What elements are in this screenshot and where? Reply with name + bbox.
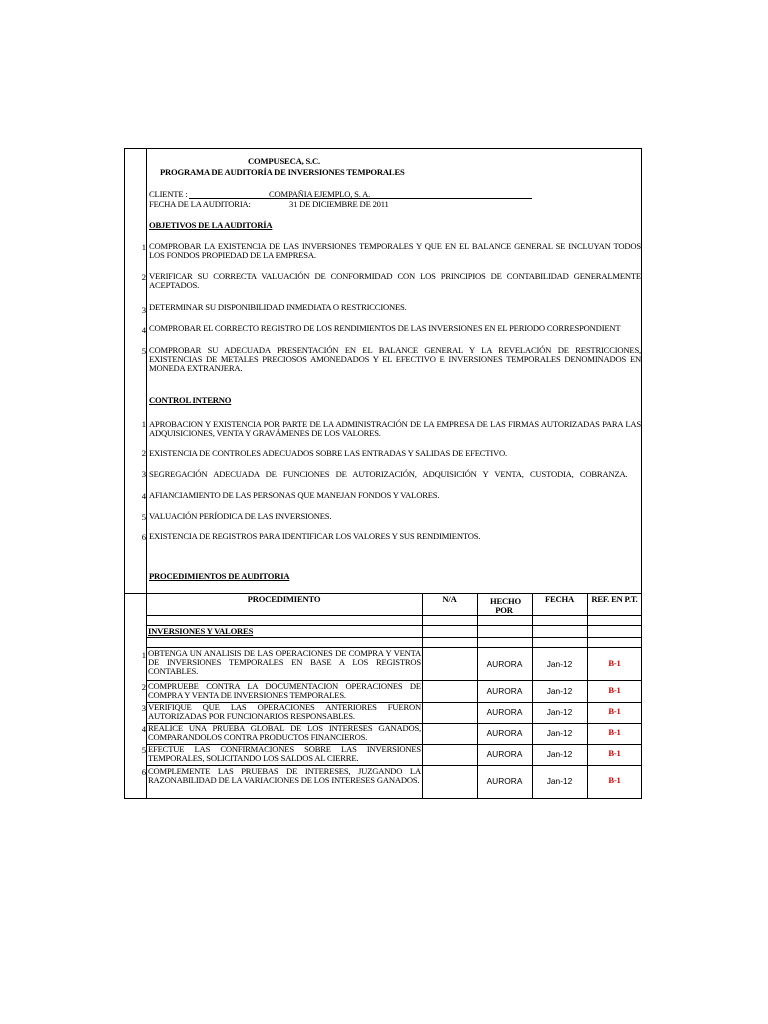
procedure-text: VERIFIQUE QUE LAS OPERACIONES ANTERIORES FUERON AUTORIZADAS POR FUNCIONARIOS RESPONSABLES. xyxy=(148,702,421,721)
control-item: APROBACION Y EXISTENCIA POR PARTE DE LA ADMINISTRACIÓN DE LA EMPRESA DE LAS FIRMAS AUTORIZADAS PARA LAS ADQUISICIONES, VENTA Y GRAVÁMENES DE LOS VALORES. xyxy=(149,419,641,438)
table-row-line xyxy=(146,637,642,638)
control-item: SEGREGACIÓN ADECUADA DE FUNCIONES DE AUTORIZACIÓN, ADQUISICIÓN Y VENTA, CUSTODIA, COBRANZA. xyxy=(149,469,628,479)
objective-number: 4 xyxy=(141,325,146,335)
procedures-heading: PROCEDIMIENTOS DE AUDITORIA xyxy=(149,571,290,581)
procedure-date: Jan-12 xyxy=(546,686,573,696)
column-header-done-by: HECHO POR xyxy=(490,596,521,615)
procedure-ref: B-1 xyxy=(608,748,621,758)
procedure-number: 2 xyxy=(141,682,146,692)
procedure-ref: B-1 xyxy=(608,706,621,716)
table-col-line xyxy=(422,593,423,799)
objective-number: 2 xyxy=(141,272,146,282)
procedure-text: EFECTUE LAS CONFIRMACIONES SOBRE LAS INVERSIONES TEMPORALES, SOLICITANDO LOS SALDOS AL CIERRE. xyxy=(148,744,421,763)
procedure-done-by: AURORA xyxy=(486,686,523,696)
objective-item: COMPROBAR SU ADECUADA PRESENTACIÓN EN EL BALANCE GENERAL Y LA REVELACIÓN DE RESTRICCIONES, EXISTENCIAS DE METALES PRECIOSOS AMONEDADOS Y EL EFECTIVO E INVERSIONES TEMPORALES DENOMINADOS EN MONEDA EXTRANJERA. xyxy=(149,345,641,373)
client-label: CLIENTE : xyxy=(149,189,188,199)
control-number: 5 xyxy=(141,512,146,522)
procedure-date: Jan-12 xyxy=(546,728,573,738)
procedure-ref: B-1 xyxy=(608,775,621,785)
column-header-date: FECHA xyxy=(544,594,575,604)
control-number: 3 xyxy=(141,469,146,479)
procedure-date: Jan-12 xyxy=(546,659,573,669)
control-item: EXISTENCIA DE REGISTROS PARA IDENTIFICAR LOS VALORES Y SUS RENDIMIENTOS. xyxy=(149,531,481,541)
procedure-ref: B-1 xyxy=(608,658,621,668)
program-title: PROGRAMA DE AUDITORÍA DE INVERSIONES TEMPORALES xyxy=(160,167,405,177)
column-header-na: N/A xyxy=(442,594,457,604)
section-title: INVERSIONES Y VALORES xyxy=(148,626,254,636)
table-col-line xyxy=(587,593,588,799)
objective-number: 5 xyxy=(141,346,146,356)
procedure-number: 5 xyxy=(141,745,146,755)
procedure-number: 6 xyxy=(141,767,146,777)
procedure-done-by: AURORA xyxy=(486,707,523,717)
objective-item: DETERMINAR SU DISPONIBILIDAD INMEDIATA O RESTRICCIONES. xyxy=(149,302,407,312)
procedure-text: COMPLEMENTE LAS PRUEBAS DE INTERESES, JUZGANDO LA RAZONABILIDAD DE LA VARIACIONES DE LOS INTERESES GANADOS. xyxy=(148,766,421,785)
table-row-line xyxy=(146,615,642,616)
client-value: COMPAÑIA EJEMPLO, S. A. xyxy=(269,189,371,199)
objective-number: 3 xyxy=(141,305,146,315)
control-number: 6 xyxy=(141,532,146,542)
objective-item: COMPROBAR EL CORRECTO REGISTRO DE LOS RENDIMIENTOS DE LAS INVERSIONES EN EL PERIODO CORRESPONDIENT xyxy=(149,324,621,333)
objectives-heading: OBJETIVOS DE LA AUDITORÍA xyxy=(149,220,273,230)
company-name: COMPUSECA, S.C. xyxy=(248,156,320,166)
procedure-ref: B-1 xyxy=(608,727,621,737)
procedure-done-by: AURORA xyxy=(486,776,523,786)
procedure-ref: B-1 xyxy=(608,685,621,695)
control-number: 1 xyxy=(141,419,146,429)
procedure-date: Jan-12 xyxy=(546,707,573,717)
objective-item: COMPROBAR LA EXISTENCIA DE LAS INVERSIONES TEMPORALES Y QUE EN EL BALANCE GENERAL SE INCLUYAN TODOS LOS FONDOS PROPIEDAD DE LA EMPRESA. xyxy=(149,241,641,260)
table-col-line xyxy=(532,593,533,799)
procedure-number: 4 xyxy=(141,724,146,734)
internal-control-heading: CONTROL INTERNO xyxy=(149,395,232,405)
procedure-done-by: AURORA xyxy=(486,659,523,669)
objective-item: VERIFICAR SU CORRECTA VALUACIÓN DE CONFORMIDAD CON LOS PRINCIPIOS DE CONTABILIDAD GENERALMENTE ACEPTADOS. xyxy=(149,271,641,290)
procedure-number: 3 xyxy=(141,703,146,713)
control-item: EXISTENCIA DE CONTROLES ADECUADOS SOBRE LAS ENTRADAS Y SALIDAS DE EFECTIVO. xyxy=(149,448,507,458)
audit-date-value: 31 DE DICIEMBRE DE 2011 xyxy=(289,199,389,209)
procedure-date: Jan-12 xyxy=(546,749,573,759)
column-header-ref: REF. EN P.T. xyxy=(591,594,638,604)
procedure-done-by: AURORA xyxy=(486,728,523,738)
table-col-line xyxy=(477,593,478,799)
control-number: 4 xyxy=(141,491,146,501)
objective-number: 1 xyxy=(141,242,146,252)
control-item: AFIANCIAMIENTO DE LAS PERSONAS QUE MANEJAN FONDOS Y VALORES. xyxy=(149,490,440,500)
procedure-date: Jan-12 xyxy=(546,776,573,786)
control-number: 2 xyxy=(141,448,146,458)
procedure-number: 1 xyxy=(141,650,146,660)
column-header-procedure: PROCEDIMIENTO xyxy=(247,594,321,604)
audit-date-label: FECHA DE LA AUDITORIA: xyxy=(149,199,251,209)
procedure-text: OBTENGA UN ANALISIS DE LAS OPERACIONES DE COMPRA Y VENTA DE INVERSIONES TEMPORALES EN BASE A LOS REGISTROS CONTABLES. xyxy=(148,648,421,676)
procedure-text: REALICE UNA PRUEBA GLOBAL DE LOS INTERESES GANADOS, COMPARANDOLOS CONTRA PRODUCTOS FINANCIEROS. xyxy=(148,723,421,742)
procedure-done-by: AURORA xyxy=(486,749,523,759)
control-item: VALUACIÓN PERÍODICA DE LAS INVERSIONES. xyxy=(149,511,332,521)
procedure-text: COMPRUEBE CONTRA LA DOCUMENTACION OPERACIONES DE COMPRA Y VENTA DE INVERSIONES TEMPORALES. xyxy=(148,681,421,700)
